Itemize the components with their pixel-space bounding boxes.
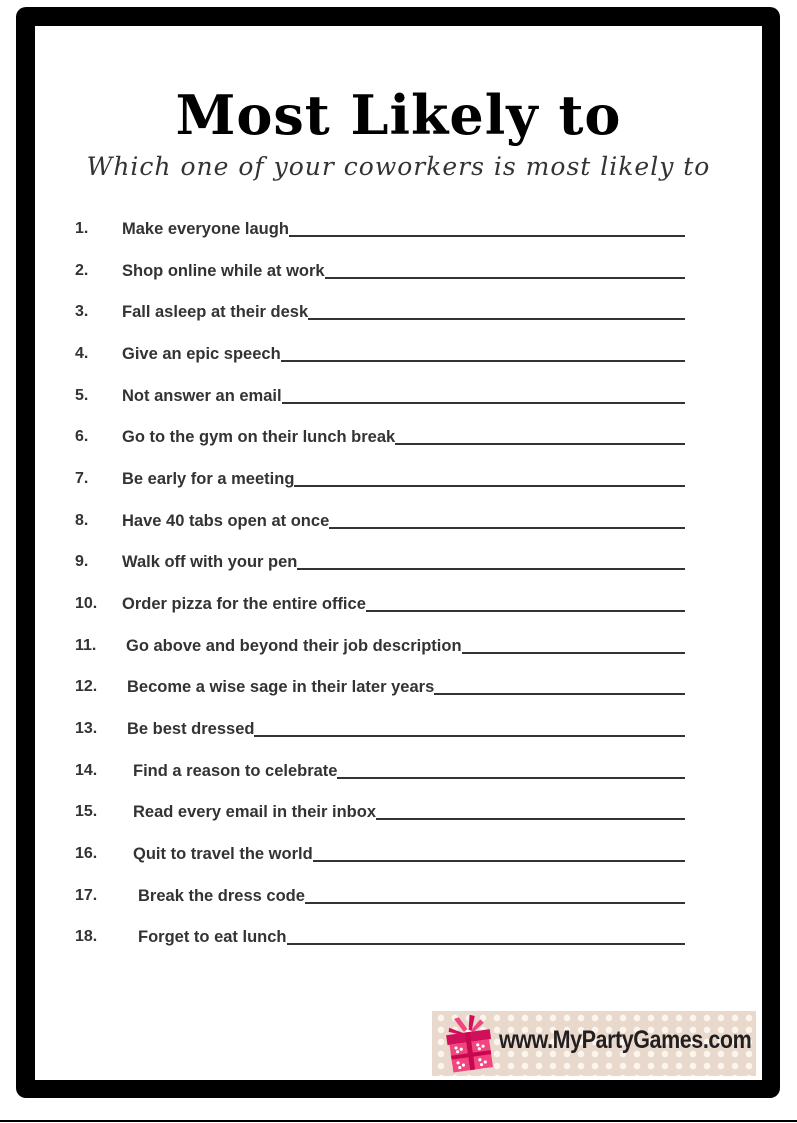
item-text: Find a reason to celebrate <box>133 762 338 780</box>
answer-line[interactable] <box>337 777 685 779</box>
answer-line[interactable] <box>281 360 685 362</box>
list-item <box>35 427 762 451</box>
list-item <box>35 636 762 660</box>
item-number: 1. <box>75 220 89 237</box>
item-text: Give an epic speech <box>122 345 281 363</box>
list-item <box>35 302 762 326</box>
answer-line[interactable] <box>329 527 685 529</box>
list-item <box>35 886 762 910</box>
answer-line[interactable] <box>395 443 685 445</box>
item-text: Go to the gym on their lunch break <box>122 428 396 446</box>
bottom-divider <box>0 1120 797 1122</box>
gift-icon <box>444 1015 496 1073</box>
list-item <box>35 469 762 493</box>
item-number: 16. <box>75 845 98 862</box>
item-text: Go above and beyond their job description <box>126 637 462 655</box>
site-logo-banner[interactable] <box>432 1011 756 1076</box>
list-item <box>35 219 762 243</box>
answer-line[interactable] <box>254 735 685 737</box>
item-number: 4. <box>75 345 89 362</box>
answer-line[interactable] <box>282 402 685 404</box>
item-text: Break the dress code <box>138 887 305 905</box>
item-number: 18. <box>75 928 98 945</box>
list-item <box>35 386 762 410</box>
item-number: 2. <box>75 262 89 279</box>
worksheet <box>35 26 762 1080</box>
item-number: 8. <box>75 512 89 529</box>
item-text: Be best dressed <box>127 720 255 738</box>
page-border <box>16 7 780 1098</box>
list-item <box>35 344 762 368</box>
item-number: 10. <box>75 595 98 612</box>
item-number: 15. <box>75 803 98 820</box>
list-item <box>35 927 762 951</box>
item-text: Order pizza for the entire office <box>122 595 366 613</box>
item-number: 11. <box>75 637 97 654</box>
answer-line[interactable] <box>376 818 685 820</box>
item-text: Become a wise sage in their later years <box>127 678 435 696</box>
item-number: 17. <box>75 887 98 904</box>
page-title: Most Likely to <box>175 83 622 147</box>
answer-line[interactable] <box>308 318 685 320</box>
answer-line[interactable] <box>287 943 686 945</box>
item-text: Be early for a meeting <box>122 470 295 488</box>
item-number: 5. <box>75 387 89 404</box>
item-number: 3. <box>75 303 89 320</box>
item-text: Make everyone laugh <box>122 220 289 238</box>
list-item <box>35 677 762 701</box>
answer-line[interactable] <box>462 652 685 654</box>
item-text: Have 40 tabs open at once <box>122 512 330 530</box>
answer-line[interactable] <box>294 485 685 487</box>
item-number: 13. <box>75 720 98 737</box>
item-text: Shop online while at work <box>122 262 325 280</box>
answer-line[interactable] <box>325 277 685 279</box>
list-item <box>35 552 762 576</box>
list-item <box>35 802 762 826</box>
answer-line[interactable] <box>305 902 685 904</box>
list-item <box>35 761 762 785</box>
list-item <box>35 844 762 868</box>
item-text: Read every email in their inbox <box>133 803 377 821</box>
list-item <box>35 594 762 618</box>
item-text: Forget to eat lunch <box>138 928 287 946</box>
item-number: 6. <box>75 428 89 445</box>
page-subtitle: Which one of your coworkers is most likely to <box>86 152 711 181</box>
list-item <box>35 511 762 535</box>
item-number: 7. <box>75 470 89 487</box>
answer-line[interactable] <box>366 610 685 612</box>
item-number: 9. <box>75 553 89 570</box>
item-text: Fall asleep at their desk <box>122 303 309 321</box>
item-text: Walk off with your pen <box>122 553 298 571</box>
answer-line[interactable] <box>434 693 685 695</box>
item-number: 12. <box>75 678 98 695</box>
site-url-text: www.MyPartyGames.com <box>499 1026 752 1054</box>
answer-line[interactable] <box>313 860 685 862</box>
list-item <box>35 261 762 285</box>
answer-line[interactable] <box>289 235 685 237</box>
item-number: 14. <box>75 762 98 779</box>
list-item <box>35 719 762 743</box>
item-text: Not answer an email <box>122 387 282 405</box>
item-text: Quit to travel the world <box>133 845 313 863</box>
answer-line[interactable] <box>297 568 685 570</box>
